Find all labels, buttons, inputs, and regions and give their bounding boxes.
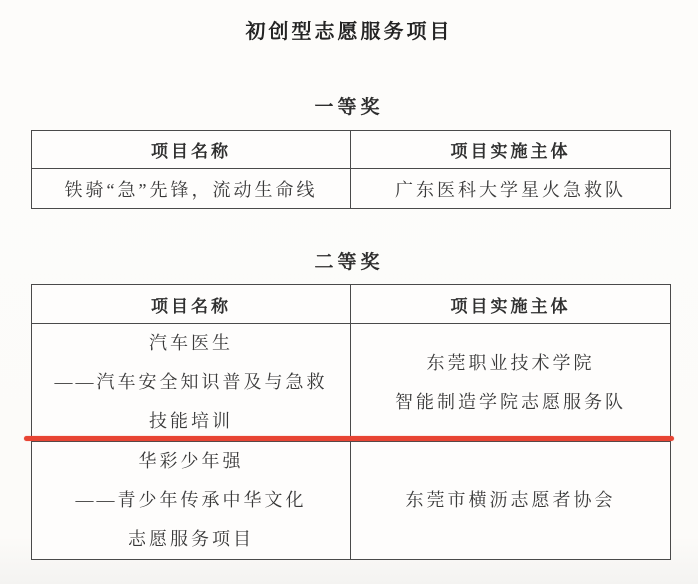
second-prize-table [31,284,671,560]
implementer-line-1: 东莞职业技术学院 [426,352,595,373]
column-header-implementer: 项目实施主体 [351,131,671,169]
table-header-row [32,285,671,324]
project-name-line-1: 华彩少年强 [138,451,244,471]
implementer-cell [351,442,671,560]
project-name-line-2: ——青少年传承中华文化 [75,490,307,510]
red-marker-line [24,436,674,441]
implementer-text: 东莞市横沥志愿者协会 [405,490,616,510]
project-name-cell [32,324,351,442]
implementer-cell [351,324,671,442]
project-name-text: 铁骑“急”先锋，流动生命线 [64,179,318,200]
project-name-cell [32,442,351,560]
table-row [32,442,671,560]
column-header-project-name: 项目名称 [32,131,351,169]
column-header-project-name: 项目名称 [32,285,351,324]
implementer-cell [351,169,671,209]
project-name-line-2: ——汽车安全知识普及与急救 [54,372,328,392]
table-row [32,324,671,442]
first-prize-heading: 一等奖 [314,97,384,118]
project-name-cell [32,169,351,209]
page-title: 初创型志愿服务项目 [245,21,453,43]
first-prize-table [31,130,671,209]
implementer-line-2: 智能制造学院志愿服务队 [395,391,626,412]
second-prize-heading: 二等奖 [314,252,384,273]
table-row [32,169,671,209]
implementer-text: 广东医科大学星火急救队 [395,179,626,200]
project-name-line-3: 技能培训 [149,411,233,431]
project-name-line-1: 汽车医生 [149,333,233,353]
column-header-implementer: 项目实施主体 [351,285,671,324]
project-name-line-3: 志愿服务项目 [128,529,254,549]
table-header-row [32,131,671,169]
